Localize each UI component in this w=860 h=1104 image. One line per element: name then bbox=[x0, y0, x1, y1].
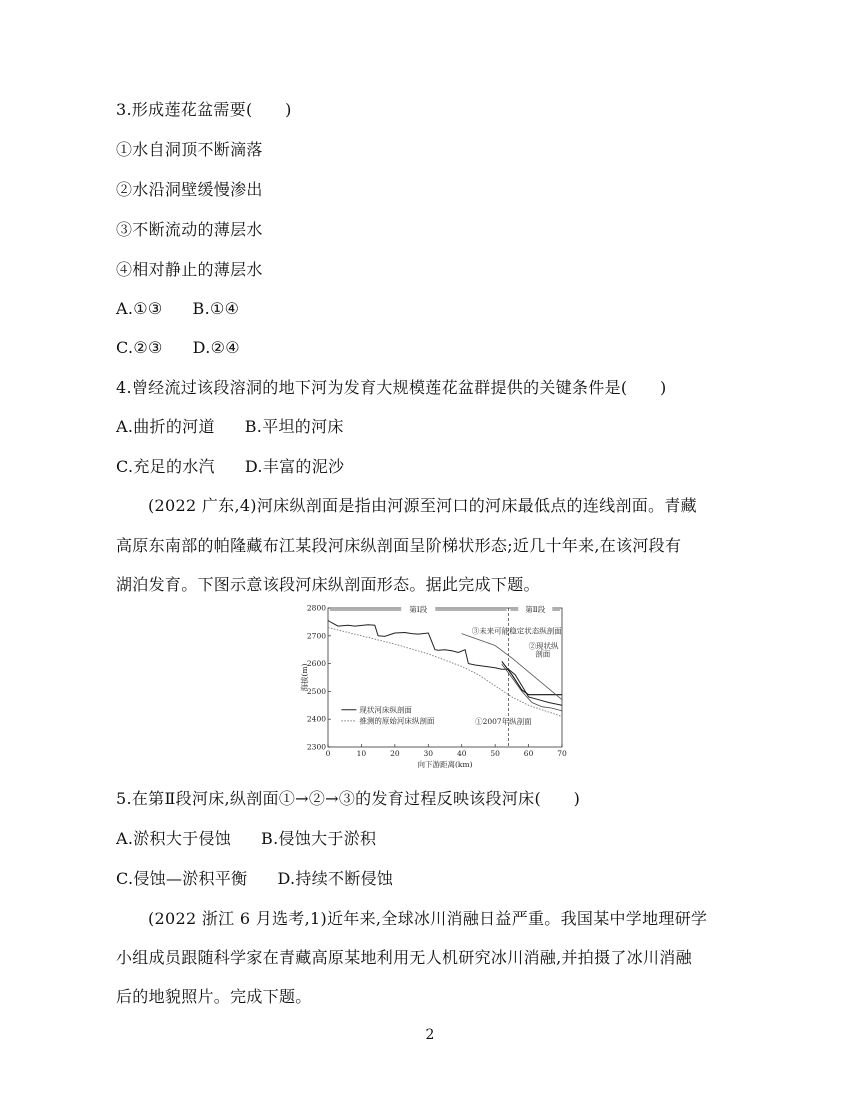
segment-2-label: 第Ⅱ段 bbox=[525, 605, 546, 614]
y-tick-label: 2600 bbox=[306, 659, 326, 669]
x-tick-label: 20 bbox=[390, 749, 400, 758]
chart-plot-area bbox=[299, 604, 567, 770]
passage-zhejiang-line-1: (2022 浙江 6 月选考,1)近年来,全球冰川消融日益严重。我国某中学地理研学 bbox=[148, 909, 708, 928]
passage-zhejiang-line-3: 后的地貌照片。完成下题。 bbox=[116, 987, 312, 1006]
q3-item-3: ③不断流动的薄层水 bbox=[116, 220, 263, 239]
page-number: 2 bbox=[425, 1027, 435, 1043]
y-tick-label: 2800 bbox=[306, 603, 326, 613]
q3-option-c: C.②③ bbox=[116, 338, 163, 357]
q4-option-c: C.充足的水汽 bbox=[116, 457, 215, 476]
series-line-4 bbox=[502, 661, 562, 694]
legend-label-original: 推测的原始河床纵剖面 bbox=[359, 716, 435, 726]
y-axis-label: 海拔(m) bbox=[300, 663, 309, 692]
q3-item-2: ②水沿洞壁缓慢渗出 bbox=[116, 180, 263, 199]
q3-options-row-2 bbox=[116, 337, 240, 359]
y-tick-label: 2400 bbox=[306, 714, 326, 724]
x-axis-label: 向下游距离(km) bbox=[417, 760, 473, 769]
q5-option-b: B.侵蚀大于淤积 bbox=[261, 829, 377, 848]
q5-option-a: A.淤积大于侵蚀 bbox=[116, 829, 232, 848]
annotation-profile-1: ①2007年纵剖面 bbox=[475, 717, 532, 727]
q4-option-d: D.丰富的泥沙 bbox=[244, 457, 345, 476]
river-profile-chart bbox=[296, 601, 568, 779]
segment-1-label: 第Ⅰ段 bbox=[409, 605, 428, 614]
y-tick-label: 2700 bbox=[306, 631, 326, 641]
q5-options-row-1 bbox=[116, 828, 376, 850]
x-tick-label: 10 bbox=[356, 749, 367, 758]
x-tick-label: 0 bbox=[325, 749, 331, 758]
x-tick-label: 50 bbox=[490, 749, 500, 758]
q3-option-a: A.①③ bbox=[116, 299, 163, 318]
annotation-profile-3: ③未来可能稳定状态纵剖面 bbox=[471, 626, 562, 636]
q3-option-d: D.②④ bbox=[192, 338, 240, 357]
q5-options-row-2 bbox=[116, 868, 393, 890]
q4-options-row-1 bbox=[116, 416, 344, 438]
series-line-2 bbox=[328, 628, 562, 717]
q4-options-row-2 bbox=[116, 456, 344, 478]
q3-item-1: ①水自洞顶不断滴落 bbox=[116, 140, 263, 159]
q4-option-b: B.平坦的河床 bbox=[244, 417, 344, 436]
y-tick-label: 2300 bbox=[306, 742, 326, 752]
x-tick-label: 40 bbox=[456, 749, 467, 758]
q3-option-b: B.①④ bbox=[192, 299, 240, 318]
q4-option-a: A.曲折的河道 bbox=[116, 417, 215, 436]
q5-stem: 5.在第Ⅱ段河床,纵剖面①→②→③的发育过程反映该段河床( ) bbox=[116, 789, 581, 808]
q3-stem: 3.形成莲花盆需要( ) bbox=[116, 100, 292, 119]
x-tick-label: 60 bbox=[523, 749, 534, 758]
q3-item-4: ④相对静止的薄层水 bbox=[116, 260, 263, 279]
passage-guangdong-line-3: 湖泊发育。下图示意该段河床纵剖面形态。据此完成下题。 bbox=[116, 575, 540, 594]
annotation-profile-2-line-1: ②现状纵 bbox=[528, 641, 559, 651]
passage-guangdong-line-1: (2022 广东,4)河床纵剖面是指由河源至河口的河床最低点的连线剖面。青藏 bbox=[148, 496, 697, 515]
x-tick-label: 70 bbox=[557, 749, 567, 758]
passage-guangdong-line-2: 高原东南部的帕隆藏布江某段河床纵剖面呈阶梯状形态;近几十年来,在该河段有 bbox=[116, 536, 682, 555]
passage-zhejiang-line-2: 小组成员跟随科学家在青藏高原某地利用无人机研究冰川消融,并拍摄了冰川消融 bbox=[116, 948, 692, 967]
x-tick-label: 30 bbox=[423, 749, 434, 758]
q5-option-d: D.持续不断侵蚀 bbox=[277, 869, 394, 888]
legend-label-current: 现状河床纵剖面 bbox=[359, 705, 412, 715]
y-tick-label: 2500 bbox=[306, 686, 326, 696]
annotation-profile-2-line-2: 剖面 bbox=[535, 649, 551, 659]
q4-stem: 4.曾经流过该段溶洞的地下河为发育大规模莲花盆群提供的关键条件是( ) bbox=[116, 378, 667, 397]
q3-options-row-1 bbox=[116, 298, 239, 320]
q5-option-c: C.侵蚀—淤积平衡 bbox=[116, 869, 248, 888]
